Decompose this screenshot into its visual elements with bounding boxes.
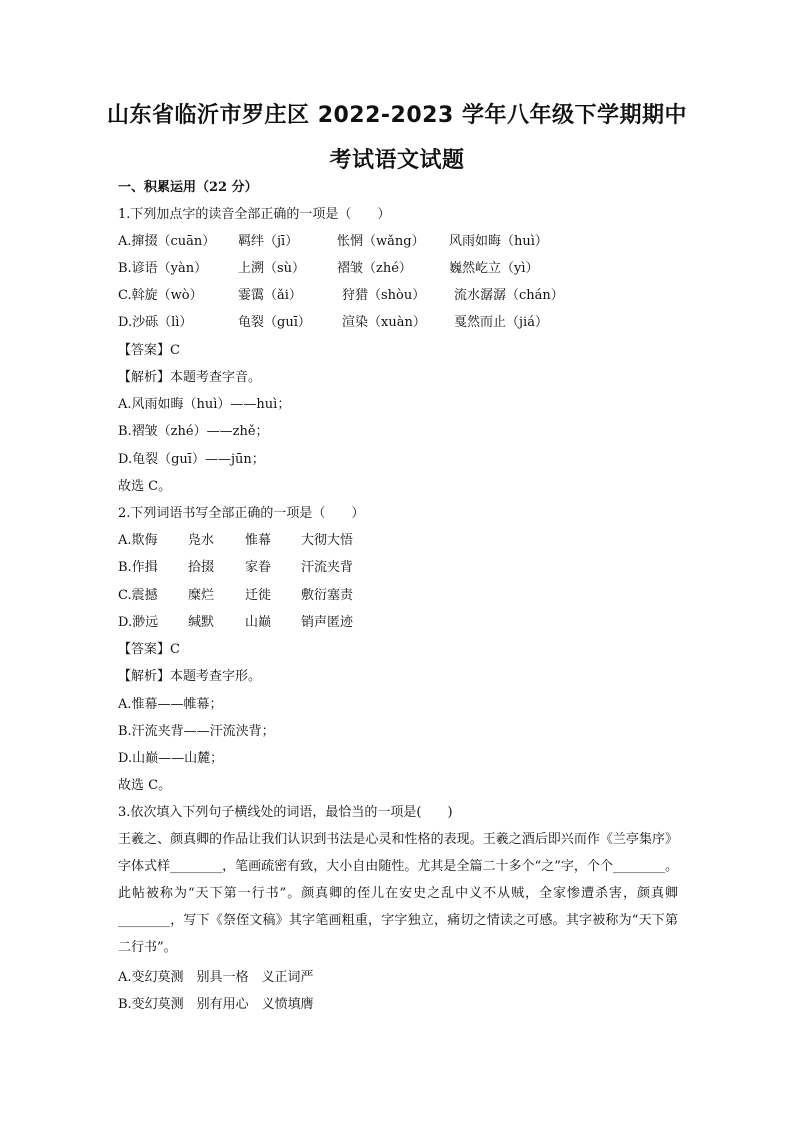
q1-analysis: 【解析】本题考查字音。	[118, 370, 262, 385]
q2-c-2: 糜烂	[188, 588, 215, 603]
q2-a-1: A.欺侮	[118, 533, 158, 548]
q1-b-4: 巍然屹立（yì）	[449, 261, 539, 276]
q1-c-4: 流水潺潺（chán）	[454, 288, 564, 303]
q2-a-2: 凫水	[188, 533, 215, 548]
q3-stem: 3.依次填入下列句子横线处的词语，最恰当的一项是( )	[118, 805, 453, 820]
q1-answer: 【答案】C	[118, 343, 180, 358]
q3-passage: 王羲之、颜真卿的作品让我们认识到书法是心灵和性格的表现。王羲之酒后即兴而作《兰亭集序》字体式样________，笔画疏密有致，大小自由随性。尤其是全篇二十多个“之”字，个个________。此帖被称为“天下第一行书”。颜真卿的侄儿在安史之乱中义不从贼，全家惨遭杀害，颜真卿________，写下《祭侄文稿》其字笔画粗重，字字独立，痛切之情读之可感。其字被称为“天下第二行书”。	[118, 832, 678, 955]
q2-b-2: 拾掇	[188, 560, 215, 575]
q1-a-1: A.撺掇（cuān）	[118, 234, 216, 249]
q2-d-1: D.渺远	[118, 615, 159, 630]
q1-d-4: 戛然而止（jiá）	[454, 315, 548, 330]
q1-stem: 1.下列加点字的读音全部正确的一项是（ ）	[118, 207, 391, 222]
q2-note-2: B.汗流夹背——汗流浃背；	[118, 724, 275, 739]
q1-note-3: D.龟裂（guī）——jūn；	[118, 452, 265, 467]
q1-conclusion: 故选 C。	[118, 479, 172, 494]
q1-note-2: B.褶皱（zhé）——zhě；	[118, 424, 269, 439]
q1-c-1: C.斡旋（wò）	[118, 288, 203, 303]
q3-option-b: B.变幻莫测 别有用心 义愤填膺	[118, 997, 314, 1012]
q2-stem: 2.下列词语书写全部正确的一项是（ ）	[118, 506, 365, 521]
q1-b-2: 上溯（sù）	[238, 261, 306, 276]
q1-a-4: 风雨如晦（huì）	[449, 234, 548, 249]
q2-analysis: 【解析】本题考查字形。	[118, 669, 262, 684]
q2-b-4: 汗流夹背	[301, 560, 354, 575]
q1-a-3: 怅惘（wǎng）	[337, 234, 425, 249]
q2-c-4: 敷衍塞责	[301, 588, 354, 603]
section-heading: 一、积累运用（22 分）	[118, 180, 258, 195]
q1-c-2: 霎霭（ǎi）	[238, 288, 302, 303]
q1-a-2: 羁绊（jī）	[238, 234, 299, 249]
q1-d-2: 龟裂（guī）	[238, 315, 311, 330]
q2-b-1: B.作揖	[118, 560, 158, 575]
q2-d-4: 销声匿迹	[301, 615, 354, 630]
q2-a-4: 大彻大悟	[301, 533, 354, 548]
q2-conclusion: 故选 C。	[118, 778, 172, 793]
q2-c-1: C.震撼	[118, 588, 158, 603]
document-title-line1: 山东省临沂市罗庄区 2022-2023 学年八年级下学期期中	[107, 103, 687, 128]
q1-b-1: B.谚语（yàn）	[118, 261, 208, 276]
q2-note-1: A.惟幕——帷幕；	[118, 697, 223, 712]
q3-option-a: A.变幻莫测 别具一格 义正词严	[118, 970, 314, 985]
q1-d-1: D.沙砾（lì）	[118, 315, 193, 330]
q1-note-1: A.风雨如晦（huì）——huì；	[118, 397, 291, 412]
q2-d-3: 山巅	[245, 615, 272, 630]
q1-d-3: 渲染（xuàn）	[342, 315, 426, 330]
q2-a-3: 惟幕	[245, 533, 272, 548]
q2-answer: 【答案】C	[118, 642, 180, 657]
q1-b-3: 褶皱（zhé）	[337, 261, 412, 276]
document-title-line2: 考试语文试题	[329, 148, 465, 173]
q2-b-3: 家眷	[245, 560, 272, 575]
q2-note-3: D.山巅——山麓；	[118, 751, 224, 766]
q1-c-3: 狩猎（shòu）	[342, 288, 426, 303]
q2-c-3: 迁徙	[245, 588, 272, 603]
q2-d-2: 缄默	[188, 615, 215, 630]
